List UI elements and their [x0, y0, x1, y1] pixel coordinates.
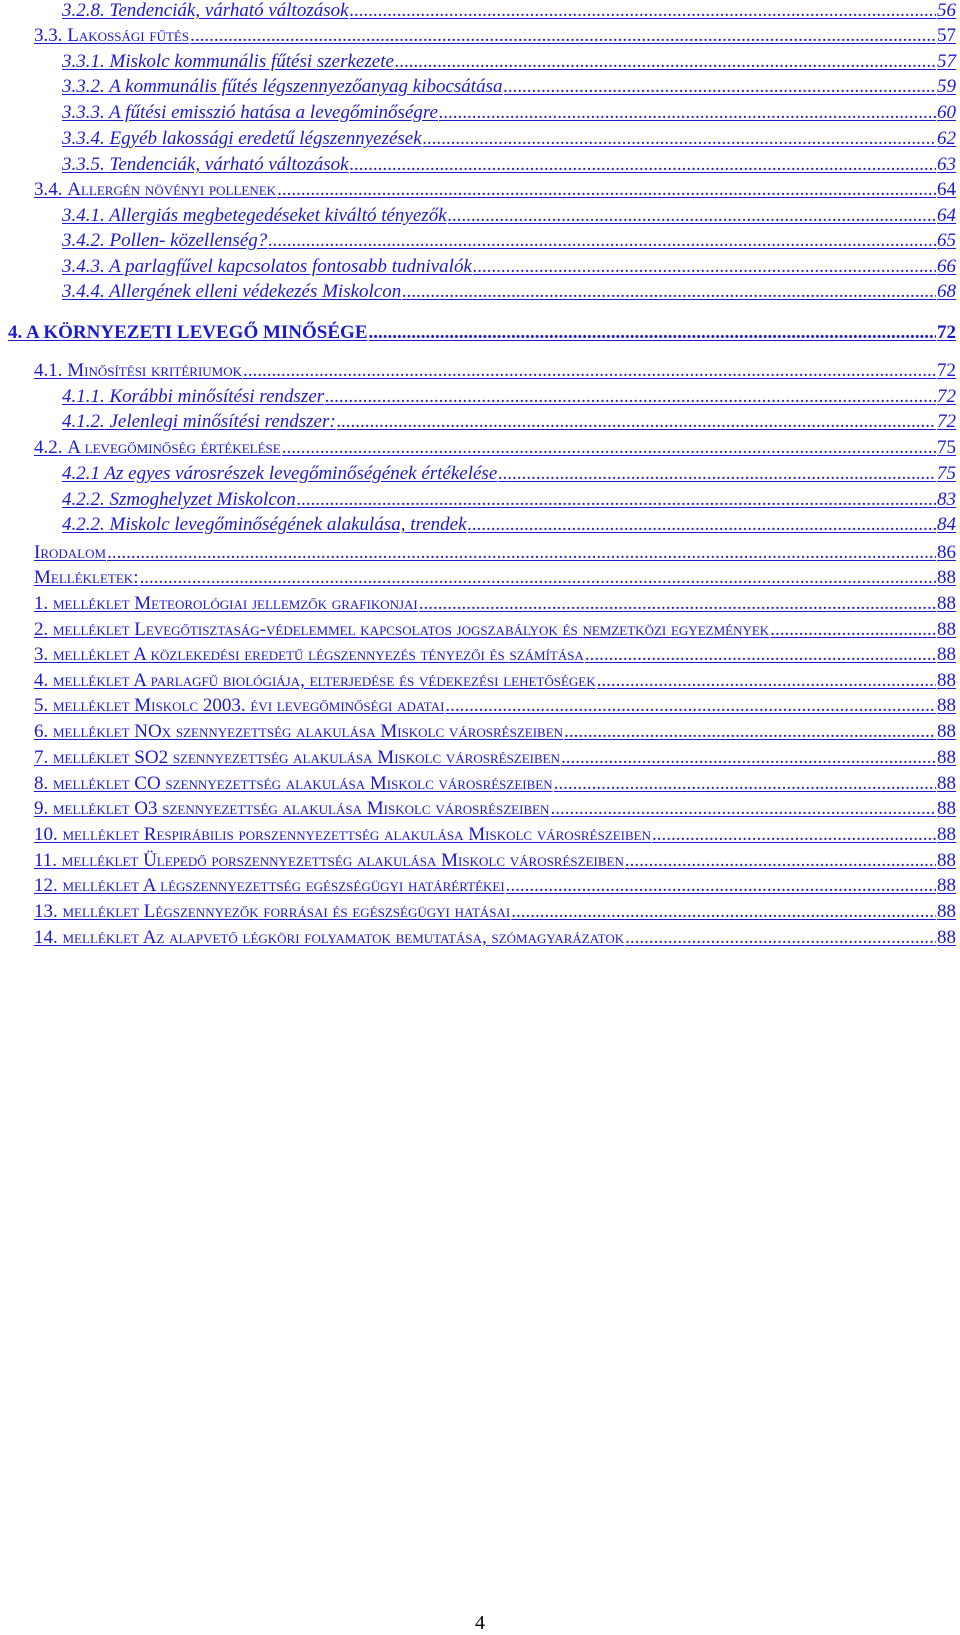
toc-entry-title: Jelenlegi minősítési rendszer: [109, 411, 336, 432]
toc-leader-dots [504, 76, 937, 98]
toc-entry-number: 3.4.4. [62, 281, 105, 302]
toc-entry-number: 7. [34, 747, 49, 768]
toc-entry-number: 1. [34, 593, 49, 614]
toc-entry-label [62, 281, 401, 303]
toc-page-number: 88 [937, 850, 956, 871]
toc-entry-number: 3. [34, 644, 49, 665]
toc-entry-number: 3.4.1. [62, 205, 105, 226]
toc-entry[interactable] [34, 25, 956, 47]
toc-entry-number: 13. [34, 901, 58, 922]
toc-entry-title: Miskolc levegőminőségének alakulása, trendek [109, 514, 467, 535]
toc-entry[interactable] [62, 489, 956, 511]
toc-leader-dots [770, 619, 936, 641]
toc-leader-dots [419, 593, 936, 615]
toc-entry[interactable] [34, 695, 956, 717]
toc-entry-label [8, 322, 368, 344]
toc-entry-number: 14. [34, 927, 58, 948]
toc-leader-dots [554, 773, 936, 795]
toc-entry-number: 5. [34, 695, 49, 716]
toc-entry-label [62, 489, 296, 511]
toc-leader-dots [350, 0, 936, 22]
toc-entry-label [34, 25, 189, 47]
toc-page-number: 88 [937, 747, 956, 768]
toc-leader-dots [625, 850, 936, 872]
toc-entry-title: Allergén növényi pollenek [67, 179, 277, 200]
toc-entry-number: 3.3.1. [62, 51, 105, 72]
toc-entry-title: melléklet Levegőtisztaság-védelemmel kapcsolatos jogszabályok és nemzetközi egyezmények [53, 619, 770, 640]
toc-entry-number: 12. [34, 875, 58, 896]
toc-page-number: 88 [937, 619, 956, 640]
toc-entry-title: Lakossági fűtés [67, 25, 190, 46]
toc-entry-title: melléklet Az alapvető légköri folyamatok bemutatása, szómagyarázatok [62, 927, 625, 948]
toc-page-number: 88 [937, 567, 956, 588]
toc-entry[interactable] [34, 670, 956, 692]
toc-page-number: 56 [937, 0, 956, 21]
toc-leader-dots [468, 514, 936, 536]
toc-entry[interactable] [34, 850, 956, 872]
toc-entry-number: 4.2.2. [62, 489, 105, 510]
toc-entry[interactable] [62, 411, 956, 433]
toc-entry[interactable] [62, 463, 956, 485]
toc-entry[interactable] [34, 619, 956, 641]
toc-entry-label [34, 875, 505, 897]
toc-page-number: 88 [937, 927, 956, 948]
toc-leader-dots [550, 798, 936, 820]
toc-leader-dots [277, 179, 936, 201]
toc-entry-label [62, 102, 438, 124]
toc-entry[interactable] [34, 721, 956, 743]
toc-entry[interactable] [34, 798, 956, 820]
toc-page-number: 88 [937, 593, 956, 614]
toc-entry-label [34, 567, 138, 589]
toc-entry-title: A levegőminőség értékelése [67, 437, 281, 458]
toc-page-number: 72 [937, 322, 956, 343]
toc-entry-number: 3.3.5. [62, 154, 105, 175]
toc-leader-dots [597, 670, 936, 692]
toc-page-number: 64 [937, 179, 956, 200]
toc-entry-label [62, 205, 447, 227]
toc-page-number: 64 [937, 205, 956, 226]
toc-page-number: 88 [937, 644, 956, 665]
toc-entry[interactable] [34, 927, 956, 949]
toc-entry-title: melléklet A közlekedési eredetű légszennyezés tényezői és számítása [53, 644, 584, 665]
toc-leader-dots [498, 463, 936, 485]
toc-entry-label [34, 360, 242, 382]
toc-page-number: 88 [937, 773, 956, 794]
toc-entry[interactable] [34, 437, 956, 459]
toc-entry-label [62, 128, 422, 150]
toc-entry-title: Allergének elleni védekezés Miskolcon [109, 281, 402, 302]
toc-leader-dots [297, 489, 936, 511]
toc-entry-number: 4.1.2. [62, 411, 105, 432]
toc-entry-number: 4.1.1. [62, 386, 105, 407]
toc-entry-title: Pollen- közellenség? [109, 230, 268, 251]
toc-leader-dots [585, 644, 936, 666]
toc-entry-title: Az egyes városrészek levegőminőségének értékelése [104, 463, 498, 484]
toc-leader-dots [561, 747, 936, 769]
toc-leader-dots [350, 154, 936, 176]
toc-entry-title: Miskolc kommunális fűtési szerkezete [109, 51, 394, 72]
toc-leader-dots [139, 567, 936, 589]
toc-entry[interactable] [62, 205, 956, 227]
toc-entry-title: melléklet Miskolc 2003. évi levegőminőségi adatai [53, 695, 445, 716]
toc-entry-title: melléklet A parlagfű biológiája, elterjedése és védekezési lehetőségek [53, 670, 596, 691]
toc-entry-label [62, 256, 472, 278]
toc-entry[interactable] [34, 824, 956, 846]
toc-page-number: 72 [937, 386, 956, 407]
toc-leader-dots [268, 230, 936, 252]
toc-entry-label [34, 747, 560, 769]
toc-entry[interactable] [34, 773, 956, 795]
toc-entry-label [34, 927, 624, 949]
toc-entry-label [34, 619, 769, 641]
toc-entry[interactable] [34, 593, 956, 615]
toc-leader-dots [325, 386, 936, 408]
toc-entry-label [34, 850, 624, 872]
toc-entry-label [34, 721, 563, 743]
toc-leader-dots [511, 901, 936, 923]
toc-entry-title: melléklet Meteorológiai jellemzők grafikonjai [53, 593, 418, 614]
toc-entry[interactable] [62, 154, 956, 176]
toc-entry-number: 8. [34, 773, 49, 794]
page-number: 4 [475, 1612, 485, 1634]
toc-entry-label [34, 695, 444, 717]
toc-entry[interactable] [34, 179, 956, 201]
toc-entry-number: 4.2.2. [62, 514, 105, 535]
toc-page-number: 72 [937, 411, 956, 432]
toc-page-number: 88 [937, 721, 956, 742]
toc-entry-number: 10. [34, 824, 58, 845]
toc-page-number: 88 [937, 798, 956, 819]
toc-leader-dots [448, 205, 936, 227]
toc-entry-label [34, 437, 281, 459]
toc-entry-label [34, 593, 418, 615]
toc-entry-label [62, 463, 497, 485]
toc-entry-number: 9. [34, 798, 49, 819]
toc-entry-number: 4.1. [34, 360, 63, 381]
toc-entry[interactable] [8, 322, 956, 344]
toc-page-number: 86 [937, 542, 956, 563]
toc-entry-title: Korábbi minősítési rendszer [109, 386, 325, 407]
toc-entry-label [34, 644, 584, 666]
toc-page-number: 84 [937, 514, 956, 535]
toc-leader-dots [395, 51, 936, 73]
toc-entry-title: A KÖRNYEZETI LEVEGŐ MINŐSÉGE [25, 322, 368, 343]
toc-page-number: 57 [937, 51, 956, 72]
toc-leader-dots [564, 721, 936, 743]
toc-entry-label [62, 76, 503, 98]
toc-leader-dots [473, 256, 936, 278]
toc-entry[interactable] [34, 360, 956, 382]
toc-page-number: 63 [937, 154, 956, 175]
toc-entry[interactable] [62, 128, 956, 150]
toc-page-number: 83 [937, 489, 956, 510]
toc-page-number: 75 [937, 463, 956, 484]
toc-page-number: 88 [937, 901, 956, 922]
toc-page-number: 88 [937, 875, 956, 896]
toc-entry-title: Allergiás megbetegedéseket kiváltó tényezők [109, 205, 447, 226]
toc-leader-dots [506, 875, 936, 897]
toc-leader-dots [107, 542, 936, 564]
toc-entry-label [62, 411, 336, 433]
toc-entry[interactable] [62, 51, 956, 73]
toc-leader-dots [369, 322, 937, 344]
toc-entry-label [34, 773, 553, 795]
toc-leader-dots [625, 927, 936, 949]
toc-entry-label [34, 824, 651, 846]
toc-entry-title: melléklet NOx szennyezettség alakulása Miskolc városrészeiben [53, 721, 564, 742]
toc-entry-number: 3.3. [34, 25, 63, 46]
toc-entry-label [62, 514, 467, 536]
toc-entry-title: melléklet Légszennyezők forrásai és egészségügyi hatásai [62, 901, 511, 922]
toc-page-number: 65 [937, 230, 956, 251]
toc-entry[interactable] [34, 875, 956, 897]
toc-entry-title: melléklet Ülepedő porszennyezettség alakulása Miskolc városrészeiben [61, 850, 624, 871]
toc-page-number: 57 [937, 25, 956, 46]
toc-leader-dots [243, 360, 936, 382]
toc-leader-dots [282, 437, 936, 459]
toc-page-number: 60 [937, 102, 956, 123]
toc-entry-number: 3.3.2. [62, 76, 105, 97]
toc-entry[interactable] [34, 901, 956, 923]
toc-entry-label [62, 230, 267, 252]
toc-page-number: 75 [937, 437, 956, 458]
toc-entry-number: 6. [34, 721, 49, 742]
toc-entry-title: Szmoghelyzet Miskolcon [109, 489, 296, 510]
toc-entry-label [34, 542, 106, 564]
toc-page-number: 88 [937, 824, 956, 845]
toc-entry-number: 3.3.3. [62, 102, 105, 123]
toc-entry-title: A kommunális fűtés légszennyezőanyag kibocsátása [109, 76, 503, 97]
toc-entry[interactable] [62, 514, 956, 536]
toc-page-number: 62 [937, 128, 956, 149]
toc-entry-title: melléklet CO szennyezettség alakulása Miskolc városrészeiben [53, 773, 553, 794]
toc-entry-title: melléklet Respirábilis porszennyezettség alakulása Miskolc városrészeiben [62, 824, 651, 845]
toc-leader-dots [402, 281, 936, 303]
toc-entry-title: Tendenciák, várható változások [109, 154, 349, 175]
toc-entry[interactable] [62, 230, 956, 252]
toc-entry[interactable] [62, 102, 956, 124]
toc-entry-number: 4.2. [34, 437, 63, 458]
toc-entry[interactable] [34, 542, 956, 564]
toc-entry-label [34, 670, 596, 692]
toc-page-number: 88 [937, 670, 956, 691]
toc-entry-title: Egyéb lakossági eredetű légszennyezések [109, 128, 422, 149]
toc-entry-label [62, 0, 349, 22]
toc-page-number: 88 [937, 695, 956, 716]
toc-leader-dots [190, 25, 936, 47]
toc-entry-number: 3.4. [34, 179, 63, 200]
toc-page-number: 68 [937, 281, 956, 302]
toc-leader-dots [337, 411, 936, 433]
toc-entry[interactable] [62, 281, 956, 303]
toc-leader-dots [445, 695, 936, 717]
toc-entry[interactable] [62, 0, 956, 22]
toc-entry-number: 4.2.1 [62, 463, 100, 484]
toc-entry-title: A parlagfűvel kapcsolatos fontosabb tudnivalók [109, 256, 472, 277]
toc-leader-dots [439, 102, 936, 124]
toc-entry-label [34, 798, 549, 820]
toc-entry-label [34, 901, 510, 923]
toc-entry-number: 3.3.4. [62, 128, 105, 149]
toc-entry-number: 3.4.3. [62, 256, 105, 277]
toc-entry-title: Irodalom [34, 542, 107, 563]
toc-entry-number: 4. [8, 322, 23, 343]
toc-entry-title: A fűtési emisszió hatása a levegőminőségre [109, 102, 438, 123]
toc-entry-number: 3.4.2. [62, 230, 105, 251]
toc-entry[interactable] [34, 567, 956, 589]
toc-page-number: 66 [937, 256, 956, 277]
toc-entry-label [62, 386, 324, 408]
toc-entry-label [62, 51, 394, 73]
toc-entry-title: Mellékletek: [34, 567, 139, 588]
toc-entry[interactable] [62, 256, 956, 278]
toc-entry-title: Minősítési kritériumok [67, 360, 242, 381]
toc-entry[interactable] [62, 386, 956, 408]
toc-entry-label [62, 154, 349, 176]
toc-entry[interactable] [34, 747, 956, 769]
toc-page-number: 72 [937, 360, 956, 381]
toc-entry-number: 2. [34, 619, 49, 640]
toc-entry-title: melléklet A légszennyezettség egészségügyi határértékei [62, 875, 505, 896]
toc-entry[interactable] [62, 76, 956, 98]
toc-entry-title: Tendenciák, várható változások [109, 0, 349, 21]
toc-entry-number: 11. [34, 850, 58, 871]
toc-entry[interactable] [34, 644, 956, 666]
toc-entry-title: melléklet O3 szennyezettség alakulása Miskolc városrészeiben [53, 798, 550, 819]
toc-entry-number: 4. [34, 670, 49, 691]
toc-leader-dots [652, 824, 936, 846]
toc-entry-number: 3.2.8. [62, 0, 105, 21]
toc-entry-label [34, 179, 276, 201]
toc-leader-dots [423, 128, 936, 150]
toc-page-number: 59 [937, 76, 956, 97]
toc-entry-title: melléklet SO2 szennyezettség alakulása Miskolc városrészeiben [53, 747, 561, 768]
